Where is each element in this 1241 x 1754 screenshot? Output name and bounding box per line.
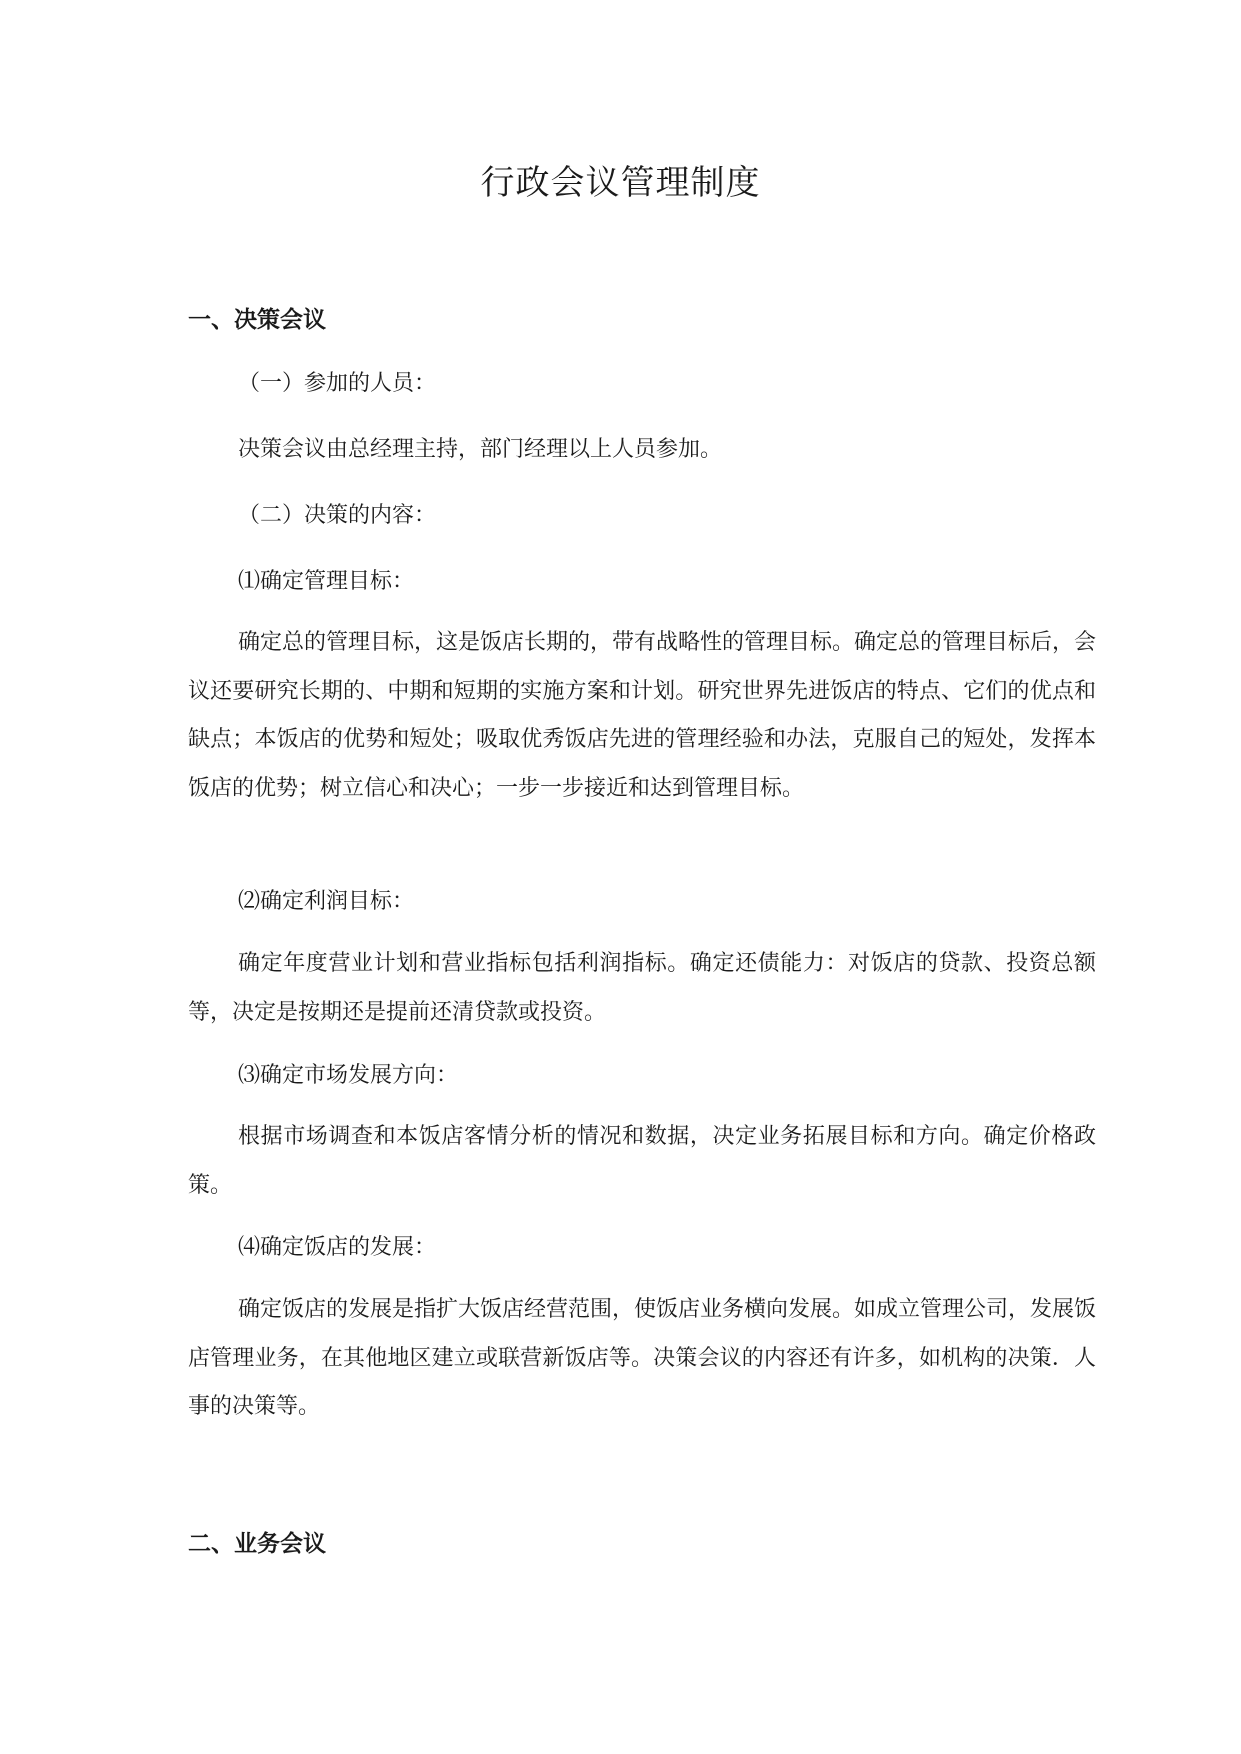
section-heading-decision-meeting: 一、决策会议 <box>188 307 326 333</box>
item-label-hotel-development: ⑷确定饭店的发展： <box>238 1235 437 1260</box>
subsection-label-participants: （一）参加的人员： <box>238 371 437 396</box>
paragraph-management-goal: 确定总的管理目标，这是饭店长期的，带有战略性的管理目标。确定总的管理目标后，会议还要研究长期的、中期和短期的实施方案和计划。研究世界先进饭店的特点、它们的优点和缺点；本饭店的优势和短处；吸取优秀饭店先进的管理经验和办法，克服自己的短处，发挥本饭店的优势；树立信心和决心；一步一步接近和达到管理目标。 <box>188 630 1097 801</box>
item-label-profit-goal: ⑵确定利润目标： <box>238 889 415 914</box>
item-label-market-direction: ⑶确定市场发展方向： <box>238 1063 459 1088</box>
paragraph-profit-goal: 确定年度营业计划和营业指标包括利润指标。确定还债能力：对饭店的贷款、投资总额等，决定是按期还是提前还清贷款或投资。 <box>188 951 1096 1025</box>
paragraph-market-direction: 根据市场调查和本饭店客情分析的情况和数据，决定业务拓展目标和方向。确定价格政策。 <box>188 1124 1096 1198</box>
section-heading-business-meeting: 二、业务会议 <box>188 1531 326 1557</box>
document-title: 行政会议管理制度 <box>480 163 761 203</box>
subsection-label-decision-content: （二）决策的内容： <box>238 503 437 528</box>
paragraph-hotel-development: 确定饭店的发展是指扩大饭店经营范围，使饭店业务横向发展。如成立管理公司，发展饭店管理业务，在其他地区建立或联营新饭店等。决策会议的内容还有许多，如机构的决策．人事的决策等。 <box>188 1297 1097 1419</box>
participants-text: 决策会议由总经理主持，部门经理以上人员参加。 <box>238 437 723 462</box>
item-label-management-goal: ⑴确定管理目标： <box>238 569 415 594</box>
